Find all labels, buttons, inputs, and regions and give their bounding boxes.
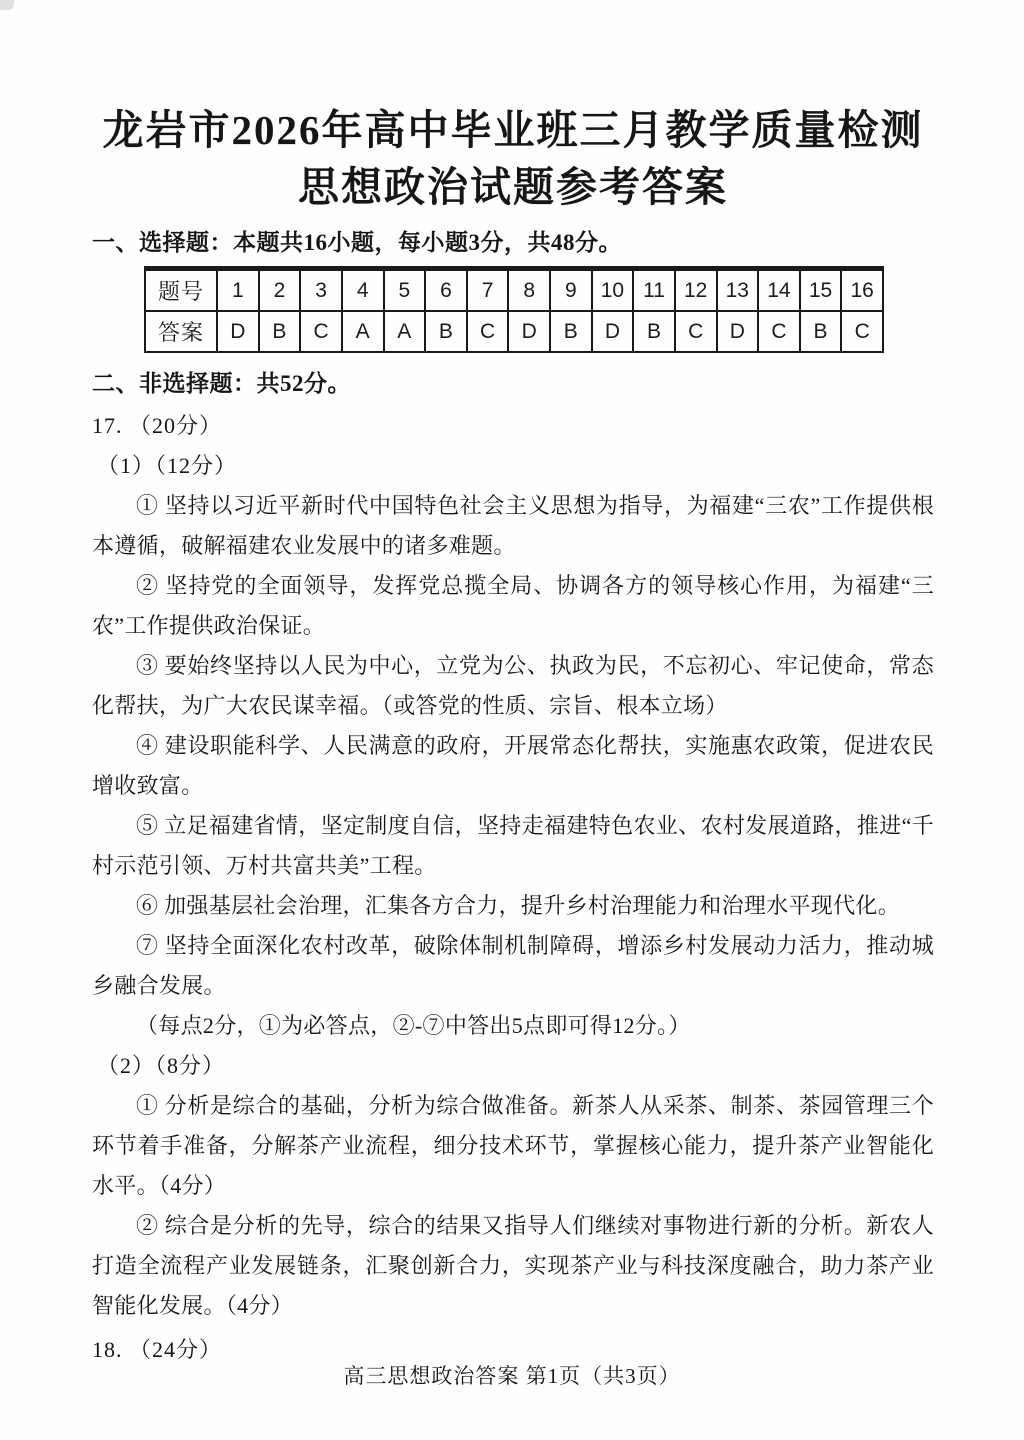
- answer-cell: B: [425, 311, 467, 352]
- question-number-cell: 10: [592, 269, 634, 312]
- answer-cell: D: [217, 311, 259, 352]
- question-number-cell: 16: [841, 269, 883, 312]
- answer-cell: A: [384, 311, 426, 352]
- q17-part1-point-3: ③ 要始终坚持以人民为中心，立党为公、执政为民，不忘初心、牢记使命，常态化帮扶，为广大农民谋幸福。（或答党的性质、宗旨、根本立场）: [92, 653, 934, 718]
- q17-part1-point-5: ⑤ 立足福建省情，坚定制度自信，坚持走福建特色农业、农村发展道路，推进“千村示范引领、万村共富共美”工程。: [92, 813, 934, 878]
- answer-table-body: [145, 269, 883, 353]
- question-number-cell: 6: [425, 269, 467, 312]
- q17-part1-point-7: ⑦ 坚持全面深化农村改革，破除体制机制障碍，增添乡村发展动力活力，推动城乡融合发展。: [92, 933, 934, 998]
- answer-cell: B: [259, 311, 301, 352]
- row-header-question-number: 题号: [145, 269, 217, 312]
- q17-part2-point-1: ① 分析是综合的基础，分析为综合做准备。新茶人从采茶、制茶、茶园管理三个环节着手准备，分解茶产业流程，细分技术环节，掌握核心能力，提升茶产业智能化水平。（4分）: [92, 1093, 934, 1198]
- answer-cell: C: [841, 311, 883, 352]
- q17-part1-point-6: ⑥ 加强基层社会治理，汇集各方合力，提升乡村治理能力和治理水平现代化。: [136, 893, 901, 918]
- q17-part2-label: （2）（8分）: [97, 1053, 226, 1078]
- q17-part1-point-1: ① 坚持以习近平新时代中国特色社会主义思想为指导，为福建“三农”工作提供根本遵循，破解福建农业发展中的诸多难题。: [92, 493, 934, 558]
- page-footer: 高三思想政治答案 第1页（共3页）: [343, 1364, 681, 1388]
- answer-cell: C: [467, 311, 509, 352]
- answer-cell: D: [717, 311, 759, 352]
- question-number-cell: 5: [384, 269, 426, 312]
- answer-cell: C: [300, 311, 342, 352]
- answer-cell: C: [675, 311, 717, 352]
- q17-part2-point-2: ② 综合是分析的先导，综合的结果又指导人们继续对事物进行新的分析。新农人打造全流程产业发展链条，汇聚创新合力，实现茶产业与科技深度融合，助力茶产业智能化发展。（4分）: [92, 1213, 934, 1318]
- question-number-cell: 7: [467, 269, 509, 312]
- q17-part1-point-4: ④ 建设职能科学、人民满意的政府，开展常态化帮扶，实施惠农政策，促进农民增收致富。: [92, 733, 934, 798]
- answer-cell: D: [508, 311, 550, 352]
- section-nonchoice-heading: 二、非选择题：共52分。: [92, 371, 351, 396]
- section-choice-heading: 一、选择题：本题共16小题，每小题3分，共48分。: [92, 230, 622, 255]
- q17-part1-label: （1）（12分）: [97, 453, 238, 478]
- question-number-cell: 15: [800, 269, 842, 312]
- question-number-cell: 4: [342, 269, 384, 312]
- row-header-answer: 答案: [145, 311, 217, 352]
- question-number-cell: 8: [508, 269, 550, 312]
- table-row-question-numbers: [145, 269, 883, 312]
- question-number-cell: 1: [217, 269, 259, 312]
- answer-cell: B: [633, 311, 675, 352]
- answer-cell: B: [550, 311, 592, 352]
- answer-cell: B: [800, 311, 842, 352]
- question-number-cell: 12: [675, 269, 717, 312]
- document-title-line1: 龙岩市2026年高中毕业班三月教学质量检测: [102, 107, 924, 153]
- question-17-label: 17. （20分）: [92, 413, 223, 438]
- question-18-label: 18. （24分）: [92, 1337, 223, 1362]
- question-number-cell: 11: [633, 269, 675, 312]
- question-number-cell: 3: [300, 269, 342, 312]
- question-number-cell: 2: [259, 269, 301, 312]
- question-number-cell: 9: [550, 269, 592, 312]
- answer-table: [144, 266, 884, 353]
- table-row-answers: [145, 311, 883, 352]
- q17-part1-scoring-note: （每点2分，①为必答点，②-⑦中答出5点即可得12分。）: [136, 1013, 691, 1038]
- question-number-cell: 14: [758, 269, 800, 312]
- answer-cell: C: [758, 311, 800, 352]
- question-number-cell: 13: [717, 269, 759, 312]
- q17-part1-point-2: ② 坚持党的全面领导，发挥党总揽全局、协调各方的领导核心作用，为福建“三农”工作提供政治保证。: [92, 573, 934, 638]
- answer-cell: A: [342, 311, 384, 352]
- answer-cell: D: [592, 311, 634, 352]
- scan-artifact: [0, 0, 14, 10]
- document-title-line2: 思想政治试题参考答案: [298, 164, 728, 210]
